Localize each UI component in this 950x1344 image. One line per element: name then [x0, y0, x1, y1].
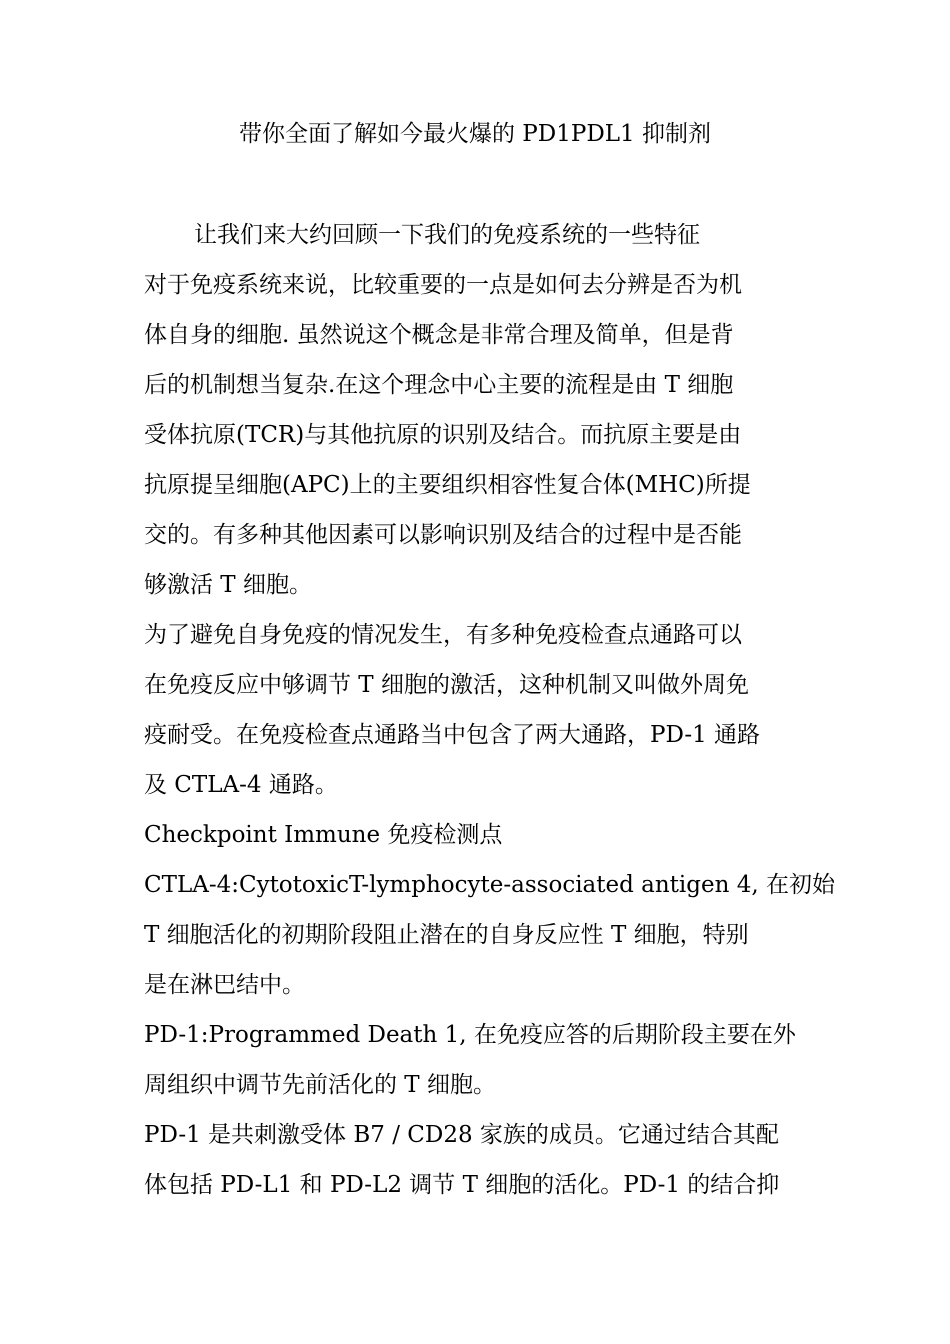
text-line: PD-1:Programmed Death 1, 在免疫应答的后期阶段主要在外 [144, 1022, 796, 1048]
text-line: 周组织中调节先前活化的 T 细胞。 [144, 1072, 496, 1098]
text-line: 抗原提呈细胞(APC)上的主要组织相容性复合体(MHC)所提 [144, 472, 751, 498]
text-line: CTLA-4:CytotoxicT-lymphocyte-associated antigen 4, 在初始 [144, 872, 835, 898]
text-line: PD-1 是共刺激受体 B7 / CD28 家族的成员。它通过结合其配 [144, 1122, 779, 1148]
text-line: Checkpoint Immune 免疫检测点 [144, 822, 503, 848]
text-line: 后的机制想当复杂.在这个理念中心主要的流程是由 T 细胞 [144, 372, 734, 398]
text-line: 对于免疫系统来说，比较重要的一点是如何去分辨是否为机 [144, 272, 742, 298]
text-line: 及 CTLA-4 通路。 [144, 772, 338, 798]
text-line: 是在淋巴结中。 [144, 972, 305, 998]
text-line: 疫耐受。在免疫检查点通路当中包含了两大通路，PD-1 通路 [144, 722, 761, 748]
text-line: 体自身的细胞. 虽然说这个概念是非常合理及简单，但是背 [144, 322, 734, 348]
document-body [144, 210, 835, 1210]
text-line: 在免疫反应中够调节 T 细胞的激活，这种机制又叫做外周免 [144, 672, 749, 698]
text-line: 体包括 PD-L1 和 PD-L2 调节 T 细胞的活化。PD-1 的结合抑 [144, 1172, 780, 1198]
text-line: 够激活 T 细胞。 [144, 572, 312, 598]
text-line: 为了避免自身免疫的情况发生，有多种免疫检查点通路可以 [144, 622, 742, 648]
text-line: 让我们来大约回顾一下我们的免疫系统的一些特征 [194, 222, 700, 248]
text-line: T 细胞活化的初期阶段阻止潜在的自身反应性 T 细胞，特别 [144, 922, 749, 948]
document-title: 带你全面了解如今最火爆的 PD1PDL1 抑制剂 [239, 121, 711, 147]
text-line: 受体抗原(TCR)与其他抗原的识别及结合。而抗原主要是由 [144, 422, 742, 448]
text-line: 交的。有多种其他因素可以影响识别及结合的过程中是否能 [144, 522, 742, 548]
